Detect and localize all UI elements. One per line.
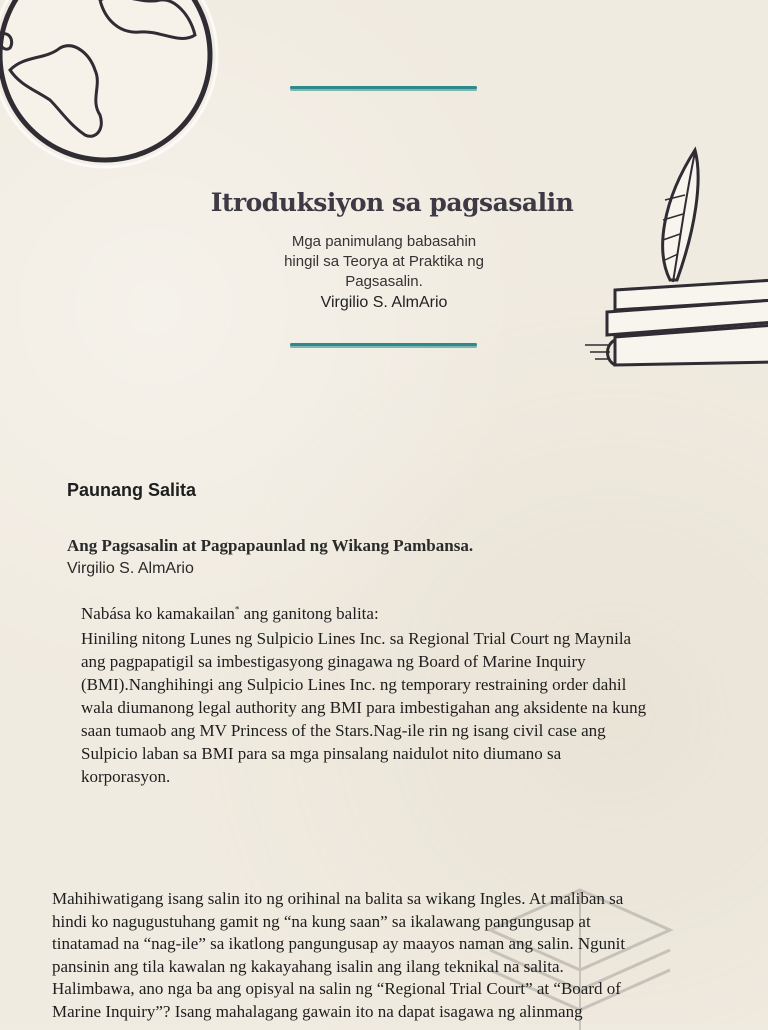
quote-line: ang pagpapatigil sa imbestigasyong ginagawa ng Board of Marine Inquiry <box>81 652 586 671</box>
paragraph-line: hindi ko nagugustuhang gamit ng “na kung saan” sa ikalawang pangungusap at <box>52 911 591 931</box>
paragraph-line: pansinin ang tila kawalan ng kakayahang isalin ang ilang teknikal na salita. <box>52 956 564 976</box>
footnote-marker: * <box>234 604 240 615</box>
document-subtitle <box>234 232 534 292</box>
paragraph-line: Halimbawa, ano nga ba ang opisyal na salin ng “Regional Trial Court” at “Board of <box>52 979 621 998</box>
paragraph-line: Marine Inquiry”? Isang mahalagang gawain ito na dapat isagawa ng alinmang <box>52 1001 583 1021</box>
divider-bottom <box>290 343 477 346</box>
paragraph-line: Mahihiwatigang isang salin ito ng orihinal na balita sa wikang Ingles. At maliban sa <box>52 889 624 908</box>
essay-author: Virgilio S. AlmArio <box>67 560 194 577</box>
subtitle-line: Pagsasalin. <box>345 273 423 290</box>
document-title: Itroduksiyon sa pagsasalin <box>210 188 574 217</box>
quote-line: wala diumanong legal authority ang BMI para imbestigahan ang aksidente na kung <box>81 698 647 717</box>
section-heading: Paunang Salita <box>67 480 197 500</box>
quote-line: Sulpicio laban sa BMI para sa mga pinsalang naidulot nito diumano sa <box>81 744 562 763</box>
quote-line: saan tumaob ang MV Princess of the Stars.Nag-ile rin ng isang civil case ang <box>81 721 606 740</box>
quote-intro-text: ang ganitong balita: <box>239 604 379 623</box>
subtitle-line: hingil sa Teorya at Praktika ng <box>284 253 484 270</box>
body-paragraph <box>52 888 742 1023</box>
essay-title: Ang Pagsasalin at Pagpapaunlad ng Wikang Pambansa. <box>67 536 474 555</box>
quote-line: korporasyon. <box>81 767 171 786</box>
subtitle-line: Mga panimulang babasahin <box>291 233 477 250</box>
quote-line: (BMI).Nanghihingi ang Sulpicio Lines Inc. ng temporary restraining order dahil <box>81 675 627 694</box>
cover-author: Virgilio S. AlmArio <box>320 294 448 311</box>
quoted-news-block <box>81 627 731 788</box>
quote-intro <box>81 604 379 624</box>
quote-intro-text: Nabása ko kamakailan <box>81 604 235 623</box>
paragraph-line: tinatamad na “nag-ile” sa ikatlong pangungusap ay maayos naman ang salin. Ngunit <box>52 934 626 953</box>
quote-line: Hiniling nitong Lunes ng Sulpicio Lines Inc. sa Regional Trial Court ng Maynila <box>81 629 632 648</box>
divider-top <box>290 86 477 89</box>
quill-and-books-icon <box>585 140 768 370</box>
globe-icon <box>0 0 220 175</box>
